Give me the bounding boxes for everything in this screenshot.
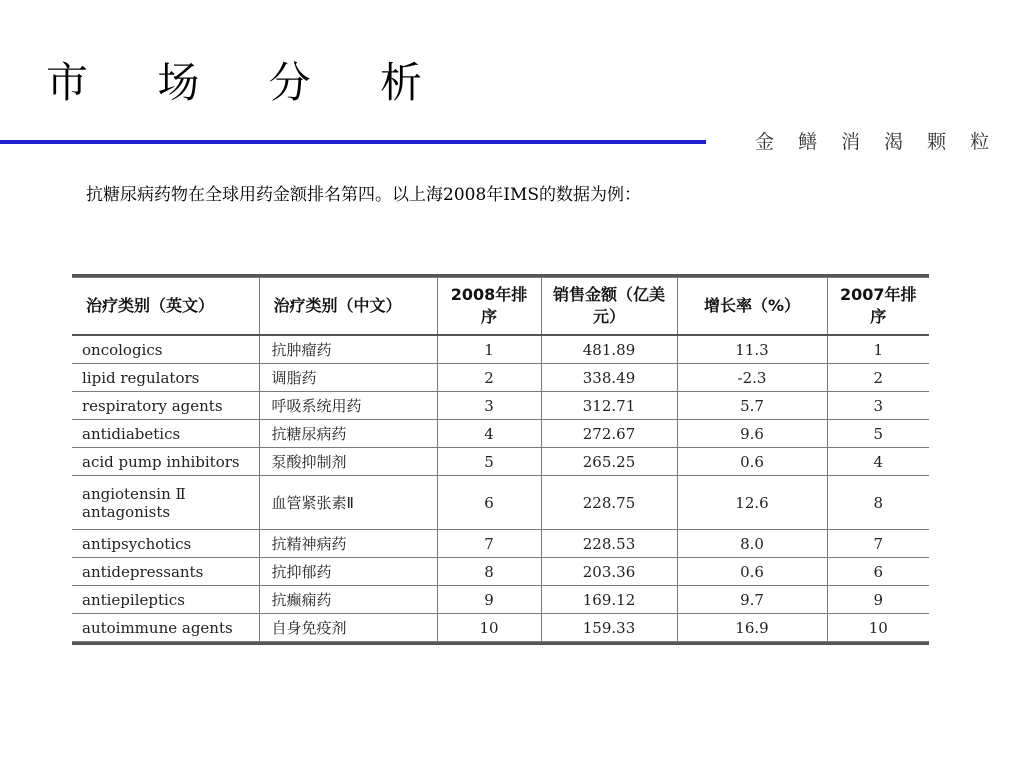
table-row bbox=[72, 392, 929, 420]
cell-rank-2007: 9 bbox=[827, 586, 929, 614]
cell-growth: 9.7 bbox=[677, 586, 827, 614]
header-rank-2007: 2007年排序 bbox=[827, 278, 929, 336]
cell-category-zh: 血管紧张素Ⅱ bbox=[259, 476, 437, 530]
cell-growth: 0.6 bbox=[677, 558, 827, 586]
cell-rank-2008: 4 bbox=[437, 420, 541, 448]
cell-sales: 272.67 bbox=[541, 420, 677, 448]
header-category-zh: 治疗类别（中文） bbox=[259, 278, 437, 336]
cell-category-en: antidepressants bbox=[72, 558, 259, 586]
cell-rank-2008: 5 bbox=[437, 448, 541, 476]
cell-sales: 338.49 bbox=[541, 364, 677, 392]
cell-growth: 16.9 bbox=[677, 614, 827, 642]
ranking-table-container bbox=[72, 274, 929, 645]
cell-growth: -2.3 bbox=[677, 364, 827, 392]
table-row bbox=[72, 448, 929, 476]
cell-sales: 481.89 bbox=[541, 335, 677, 364]
cell-sales: 228.75 bbox=[541, 476, 677, 530]
cell-rank-2007: 2 bbox=[827, 364, 929, 392]
cell-sales: 312.71 bbox=[541, 392, 677, 420]
cell-category-en: lipid regulators bbox=[72, 364, 259, 392]
cell-rank-2007: 1 bbox=[827, 335, 929, 364]
cell-category-zh: 抗精神病药 bbox=[259, 530, 437, 558]
table-row bbox=[72, 476, 929, 530]
cell-growth: 11.3 bbox=[677, 335, 827, 364]
table-row bbox=[72, 530, 929, 558]
cell-sales: 203.36 bbox=[541, 558, 677, 586]
cell-rank-2007: 10 bbox=[827, 614, 929, 642]
cell-category-en: autoimmune agents bbox=[72, 614, 259, 642]
cell-category-en: oncologics bbox=[72, 335, 259, 364]
intro-text: 抗糖尿病药物在全球用药金额排名第四。以上海2008年IMS的数据为例： bbox=[86, 185, 642, 205]
header-growth: 增长率（%） bbox=[677, 278, 827, 336]
cell-rank-2008: 3 bbox=[437, 392, 541, 420]
cell-rank-2007: 3 bbox=[827, 392, 929, 420]
cell-growth: 0.6 bbox=[677, 448, 827, 476]
cell-category-en: angiotensin Ⅱ antagonists bbox=[72, 476, 259, 530]
cell-category-zh: 呼吸系统用药 bbox=[259, 392, 437, 420]
table-body bbox=[72, 335, 929, 642]
cell-growth: 8.0 bbox=[677, 530, 827, 558]
cell-growth: 12.6 bbox=[677, 476, 827, 530]
cell-category-zh: 抗抑郁药 bbox=[259, 558, 437, 586]
table-row bbox=[72, 614, 929, 642]
table-row bbox=[72, 420, 929, 448]
product-name: 金 鳝 消 渴 颗 粒 bbox=[755, 131, 999, 153]
table-row bbox=[72, 335, 929, 364]
title-divider bbox=[0, 140, 706, 144]
cell-category-en: antipsychotics bbox=[72, 530, 259, 558]
cell-category-zh: 调脂药 bbox=[259, 364, 437, 392]
cell-rank-2008: 9 bbox=[437, 586, 541, 614]
cell-rank-2007: 5 bbox=[827, 420, 929, 448]
cell-category-zh: 抗糖尿病药 bbox=[259, 420, 437, 448]
cell-category-en: respiratory agents bbox=[72, 392, 259, 420]
cell-growth: 9.6 bbox=[677, 420, 827, 448]
table-row bbox=[72, 558, 929, 586]
header-category-en: 治疗类别（英文） bbox=[72, 278, 259, 336]
header-rank-2008: 2008年排序 bbox=[437, 278, 541, 336]
table-row bbox=[72, 364, 929, 392]
cell-rank-2008: 2 bbox=[437, 364, 541, 392]
cell-category-zh: 抗癫痫药 bbox=[259, 586, 437, 614]
cell-rank-2008: 7 bbox=[437, 530, 541, 558]
cell-rank-2007: 4 bbox=[827, 448, 929, 476]
cell-sales: 228.53 bbox=[541, 530, 677, 558]
cell-category-en: acid pump inhibitors bbox=[72, 448, 259, 476]
cell-rank-2007: 8 bbox=[827, 476, 929, 530]
cell-sales: 159.33 bbox=[541, 614, 677, 642]
cell-rank-2008: 10 bbox=[437, 614, 541, 642]
slide-title: 市 场 分 析 bbox=[46, 58, 451, 107]
cell-category-zh: 抗肿瘤药 bbox=[259, 335, 437, 364]
ranking-table bbox=[72, 277, 929, 642]
cell-category-en: antiepileptics bbox=[72, 586, 259, 614]
cell-sales: 169.12 bbox=[541, 586, 677, 614]
cell-rank-2008: 6 bbox=[437, 476, 541, 530]
table-header-row bbox=[72, 278, 929, 336]
cell-growth: 5.7 bbox=[677, 392, 827, 420]
header-sales: 销售金额（亿美元） bbox=[541, 278, 677, 336]
cell-rank-2007: 6 bbox=[827, 558, 929, 586]
cell-sales: 265.25 bbox=[541, 448, 677, 476]
table-row bbox=[72, 586, 929, 614]
cell-category-en: antidiabetics bbox=[72, 420, 259, 448]
cell-rank-2008: 8 bbox=[437, 558, 541, 586]
cell-category-zh: 泵酸抑制剂 bbox=[259, 448, 437, 476]
cell-category-zh: 自身免疫剂 bbox=[259, 614, 437, 642]
cell-rank-2008: 1 bbox=[437, 335, 541, 364]
cell-rank-2007: 7 bbox=[827, 530, 929, 558]
